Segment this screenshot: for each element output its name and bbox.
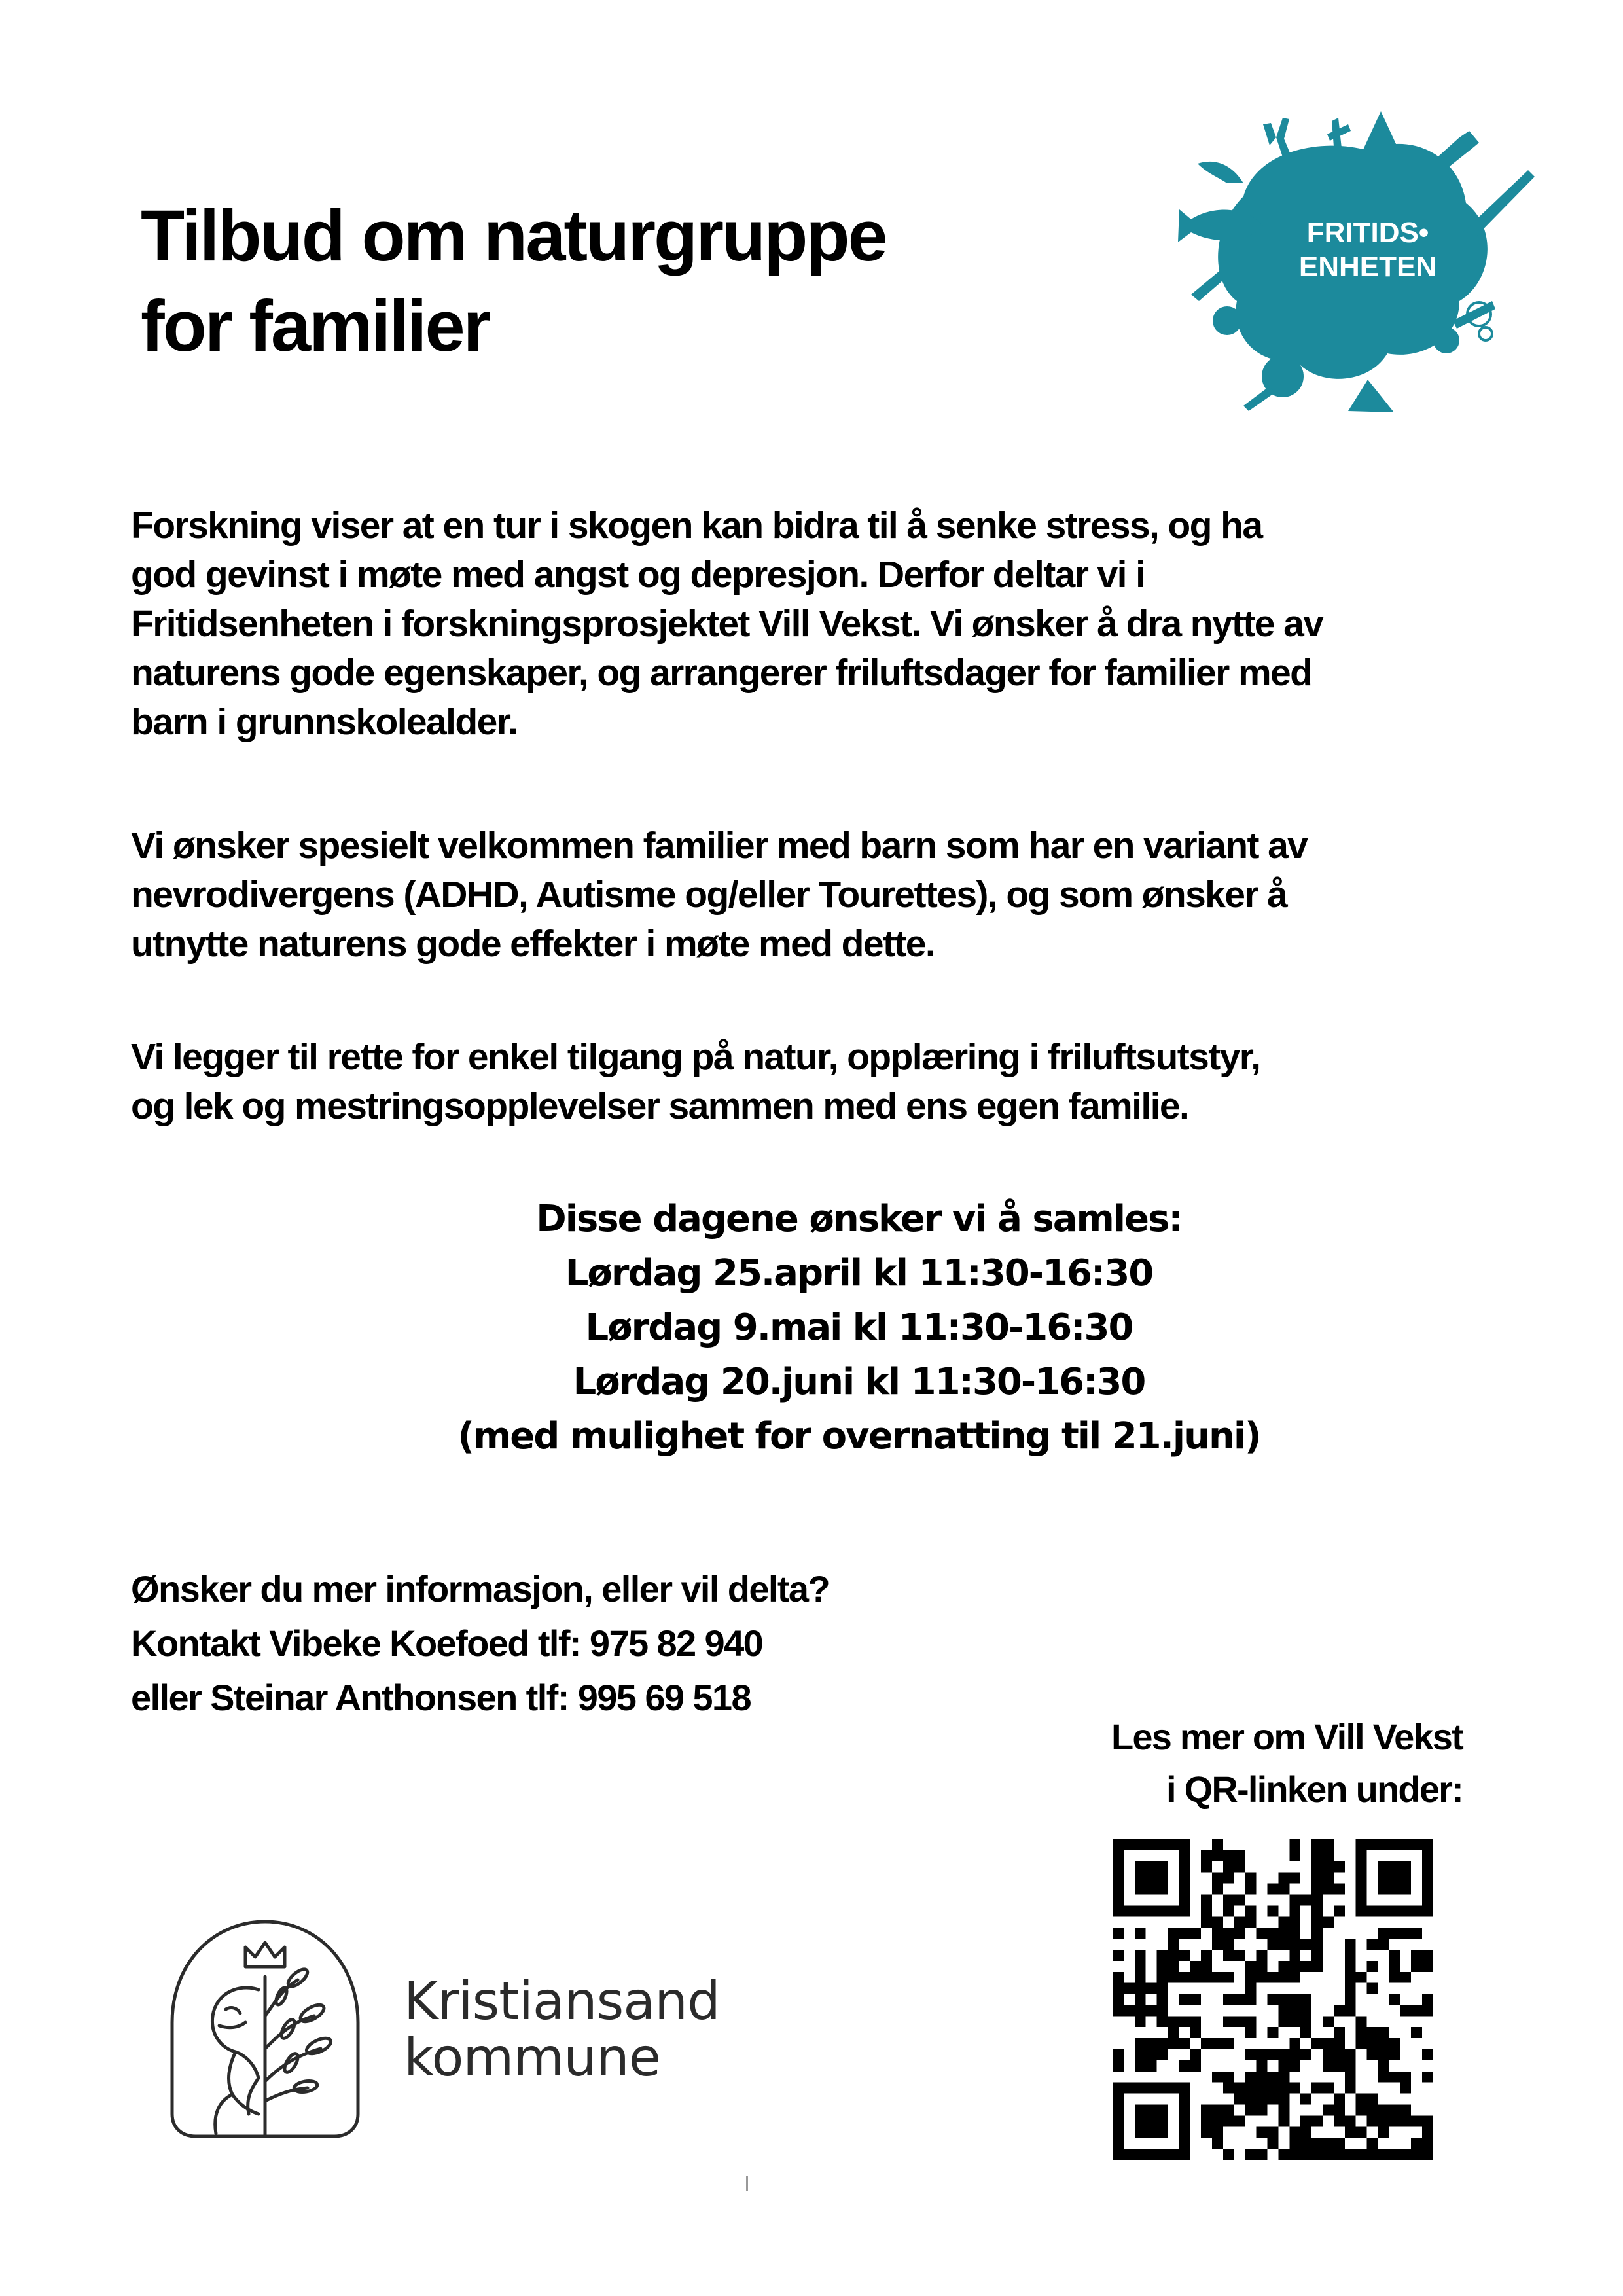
paragraph-line: Fritidsenheten i forskningsprosjektet Vill Vekst. Vi ønsker å dra nytte av [131,603,1323,645]
paragraph-line: Vi ønsker spesielt velkommen familier med barn som har en variant av [131,825,1308,867]
target-group-paragraph [131,821,1307,969]
logo-line-2: ENHETEN [1298,251,1437,283]
qr-caption-line: Les mer om Vill Vekst [1111,1716,1463,1757]
kristiansand-kommune-name [404,1973,720,2086]
paragraph-line: og lek og mestringsopplevelser sammen med ens egen familie. [131,1085,1189,1127]
fritidsenheten-logo [1171,105,1538,419]
paragraph-line: god gevinst i møte med angst og depresjon. Derfor deltar vi i [131,554,1145,596]
page-mark [746,2176,748,2191]
qr-caption-line: i QR-linken under: [1166,1768,1463,1810]
schedule-heading: Disse dagene ønsker vi å samles: [536,1198,1182,1240]
kommune-name-line-2: kommune [404,2027,660,2088]
paragraph-line: barn i grunnskolealder. [131,701,518,743]
logo-line-1: FRITIDS• [1306,217,1429,249]
paragraph-line: nevrodivergens (ADHD, Autisme og/eller Tourettes), og som ønsker å [131,874,1287,916]
schedule-date: Lørdag 25.april kl 11:30-16:30 [565,1252,1153,1295]
offer-paragraph [131,1033,1260,1131]
kristiansand-kommune-emblem [167,1918,363,2140]
kommune-name-line-1: Kristiansand [404,1971,720,2032]
contact-question: Ønsker du mer informasjon, eller vil delta? [131,1568,830,1609]
paragraph-line: naturens gode egenskaper, og arrangerer friluftsdager for familier med [131,652,1312,694]
contact-person-vibeke: Kontakt Vibeke Koefoed tlf: 975 82 940 [131,1623,763,1664]
qr-code[interactable] [1113,1839,1433,2160]
qr-caption [1111,1711,1463,1816]
contact-info [131,1562,829,1725]
paragraph-line: utnytte naturens gode effekter i møte med dette. [131,923,935,965]
schedule-note: (med mulighet for overnatting til 21.juni) [457,1415,1260,1458]
title-line-2: for familier [141,286,490,367]
schedule-date: Lørdag 9.mai kl 11:30-16:30 [585,1306,1133,1349]
intro-paragraph [131,501,1323,747]
schedule [0,1192,1623,1463]
paragraph-line: Vi legger til rette for enkel tilgang på natur, opplæring i friluftsutstyr, [131,1036,1260,1078]
paragraph-line: Forskning viser at en tur i skogen kan bidra til å senke stress, og ha [131,505,1262,547]
contact-person-steinar: eller Steinar Anthonsen tlf: 995 69 518 [131,1677,751,1718]
title-line-1: Tilbud om naturgruppe [141,196,886,276]
schedule-date: Lørdag 20.juni kl 11:30-16:30 [573,1361,1145,1403]
page-title [141,191,886,372]
